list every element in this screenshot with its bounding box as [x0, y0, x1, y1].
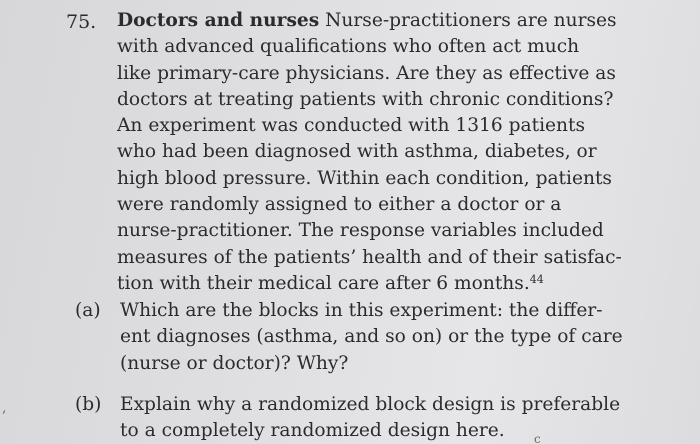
part-a-line-1: Which are the blocks in this experiment: the differ- [120, 300, 603, 321]
bottom-edge-mark: c [534, 432, 541, 444]
part-a-label: (a) [75, 300, 101, 321]
problem-line-7: high blood pressure. Within each condition, patients [117, 167, 612, 189]
problem-title: Doctors and nurses [117, 10, 320, 31]
part-b-line-2: to a completely randomized design here. [120, 420, 505, 442]
problem-line-8: were randomly assigned to either a doctor or a [117, 194, 562, 216]
part-a-line-2: ent diagnoses (asthma, and so on) or the type of care [120, 326, 623, 348]
margin-mark: , [2, 400, 7, 416]
part-a-line-3: (nurse or doctor)? Why? [120, 352, 349, 374]
problem-number: 75. [66, 11, 97, 33]
problem-line-3: like primary-care physicians. Are they as effective as [117, 62, 616, 84]
problem-line-5: An experiment was conducted with 1316 patients [117, 115, 586, 137]
part-a-text [120, 298, 623, 377]
problem-line-10: measures of the patients’ health and of their satisfac- [117, 246, 622, 268]
problem-line-9: nurse-practitioner. The response variables included [117, 220, 604, 242]
problem-line-1-text: Nurse-practitioners are nurses [325, 10, 617, 31]
problem-line-6: who had been diagnosed with asthma, diabetes, or [117, 141, 597, 163]
footnote-marker: 44 [529, 272, 544, 286]
problem-body [117, 8, 622, 297]
part-b-label: (b) [75, 394, 102, 415]
problem-line-11 [117, 271, 587, 297]
problem-line-2: with advanced qualifications who often act much [117, 36, 580, 58]
problem-line-11-text: tion with their medical care after 6 months. [117, 272, 530, 294]
part-b-line-1: Explain why a randomized block design is preferable [120, 394, 621, 415]
problem-line-4: doctors at treating patients with chronic conditions? [117, 88, 614, 110]
part-b-text [120, 392, 620, 444]
problem-line-1 [117, 8, 617, 34]
